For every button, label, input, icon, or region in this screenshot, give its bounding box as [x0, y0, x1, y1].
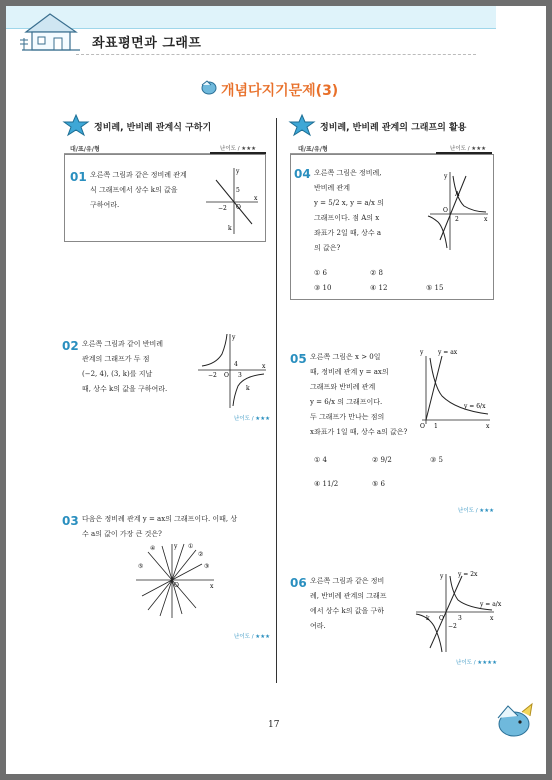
q01-x-label: x — [254, 195, 258, 202]
left-section-title: 정비례, 반비례 관계식 구하기 — [94, 123, 212, 133]
bird-icon — [199, 77, 219, 97]
q03-graph — [132, 540, 218, 620]
q02-text: 오른쪽 그림과 같이 반비례 관계의 그래프가 두 점 (−2, 4), (3, k)를 지날 때, 상수 k의 값을 구하여라. — [82, 340, 168, 393]
main-title: 개념다지기문제(3) — [221, 83, 339, 99]
q06-graph — [412, 568, 502, 654]
q01-origin-label: O — [236, 204, 241, 211]
q03-c4-label: ④ — [150, 545, 156, 552]
q02-4-label: 4 — [234, 361, 238, 368]
q04-choice-1[interactable]: ① 6 — [314, 269, 327, 277]
q01-y-label: y — [236, 168, 240, 175]
q01-type-tag: 대/표/유/형 — [70, 146, 100, 153]
q05-graph — [416, 346, 492, 430]
q03-c5-label: ⑤ — [138, 563, 144, 570]
q02-y-label: y — [232, 334, 236, 341]
q01-m2-label: −2 — [218, 205, 227, 212]
q05-choice-2[interactable]: ② 9/2 — [372, 456, 392, 464]
q06-difficulty: 난이도 / ★★★★ — [456, 660, 498, 666]
q05-origin-label: O — [420, 423, 425, 430]
q04-x-label: x — [484, 216, 488, 223]
worksheet-page — [6, 6, 546, 774]
q03-origin-label: O — [174, 582, 179, 589]
q05-line-label: y = ax — [438, 349, 458, 356]
q06-y-label: y — [440, 573, 444, 580]
right-section-star-icon — [288, 114, 316, 136]
q06-line-label: y = 2x — [458, 571, 478, 578]
q05-number: 05 — [290, 352, 307, 366]
q04-choice-5[interactable]: ⑤ 15 — [426, 284, 444, 292]
q05-choice-1[interactable]: ① 4 — [314, 456, 327, 464]
q06-curve-label: y = a/x — [480, 601, 502, 608]
q01-text: 오른쪽 그림과 같은 정비례 관계 식 그래프에서 상수 k의 값을 구하여라. — [90, 171, 187, 209]
q04-type-tag: 대/표/유/형 — [298, 146, 328, 153]
q06-k-label: k — [426, 615, 430, 622]
q02-difficulty: 난이도 / ★★★ — [234, 416, 271, 422]
q02-graph — [194, 330, 268, 410]
q04-choice-4[interactable]: ④ 12 — [370, 284, 388, 292]
q04-number: 04 — [294, 167, 311, 181]
q04-choice-3[interactable]: ③ 10 — [314, 284, 332, 292]
q05-curve-label: y = 6/x — [464, 403, 486, 410]
q06-text: 오른쪽 그림과 같은 정비 례, 반비례 관계의 그래프 에서 상수 k의 값을 구하 여라. — [310, 577, 387, 630]
q02-number: 02 — [62, 339, 79, 353]
q02-k-label: k — [246, 385, 250, 392]
q04-origin-label: O — [443, 207, 448, 214]
header-divider — [76, 54, 476, 55]
q04-difficulty: 난이도 / ★★★ — [450, 146, 487, 152]
q05-text: 오른쪽 그림은 x > 0일 때, 정비례 관계 y = ax의 그래프와 반비례 관계 y = 6/x 의 그래프이다. 두 그래프가 만나는 점의 x좌표가 1일 때, 상수 a의 값은? — [310, 353, 408, 436]
q06-m2-label: −2 — [448, 623, 457, 630]
q02-3-label: 3 — [238, 372, 242, 379]
chapter-title: 좌표평면과 그래프 — [92, 36, 202, 51]
q01-graph — [202, 164, 260, 236]
q03-x-label: x — [210, 583, 214, 590]
q03-text: 다음은 정비례 관계 y = ax의 그래프이다. 이때, 상 수 a의 값이 가장 큰 것은? — [82, 515, 238, 538]
q05-y-label: y — [420, 349, 424, 356]
q04-y-label: y — [444, 173, 448, 180]
q04-graph — [426, 168, 490, 252]
q06-origin-label: O — [439, 615, 444, 622]
q03-difficulty: 난이도 / ★★★ — [234, 634, 271, 640]
q01-difficulty: 난이도 / ★★★ — [220, 146, 257, 152]
q05-choice-3[interactable]: ③ 5 — [430, 456, 443, 464]
q05-1-label: 1 — [434, 423, 438, 430]
right-section-title: 정비례, 반비례 관계의 그래프의 활용 — [320, 123, 467, 133]
q03-y-label: y — [174, 543, 178, 550]
q04-A-label: A — [455, 191, 460, 198]
q03-number: 03 — [62, 514, 79, 528]
q01-number: 01 — [70, 170, 87, 184]
q02-x-label: x — [262, 363, 266, 370]
q01-k-label: k — [228, 225, 232, 232]
q03-c3-label: ③ — [204, 563, 210, 570]
q05-difficulty: 난이도 / ★★★ — [458, 508, 495, 514]
q02-origin-label: O — [224, 372, 229, 379]
q05-choice-5[interactable]: ⑤ 6 — [372, 480, 385, 488]
q06-3-label: 3 — [458, 615, 462, 622]
q05-choice-4[interactable]: ④ 11/2 — [314, 480, 339, 488]
page-number: 17 — [268, 720, 280, 730]
bird-mascot-icon — [492, 700, 538, 740]
q01-5-label: 5 — [236, 187, 240, 194]
left-section-star-icon — [62, 114, 90, 136]
column-divider — [276, 118, 277, 683]
q03-c1-label: ① — [188, 543, 194, 550]
house-illustration — [20, 10, 82, 54]
q02-m2-label: −2 — [208, 372, 217, 379]
q06-x-label: x — [490, 615, 494, 622]
q05-x-label: x — [486, 423, 490, 430]
q06-number: 06 — [290, 576, 307, 590]
q04-2-label: 2 — [455, 216, 459, 223]
q04-text: 오른쪽 그림은 정비례, 반비례 관계 y = 5/2 x, y = a/x 의 그래프이다. 점 A의 x 좌표가 2일 때, 상수 a 의 값은? — [314, 169, 384, 252]
q04-choice-2[interactable]: ② 8 — [370, 269, 383, 277]
q03-c2-label: ② — [198, 551, 204, 558]
